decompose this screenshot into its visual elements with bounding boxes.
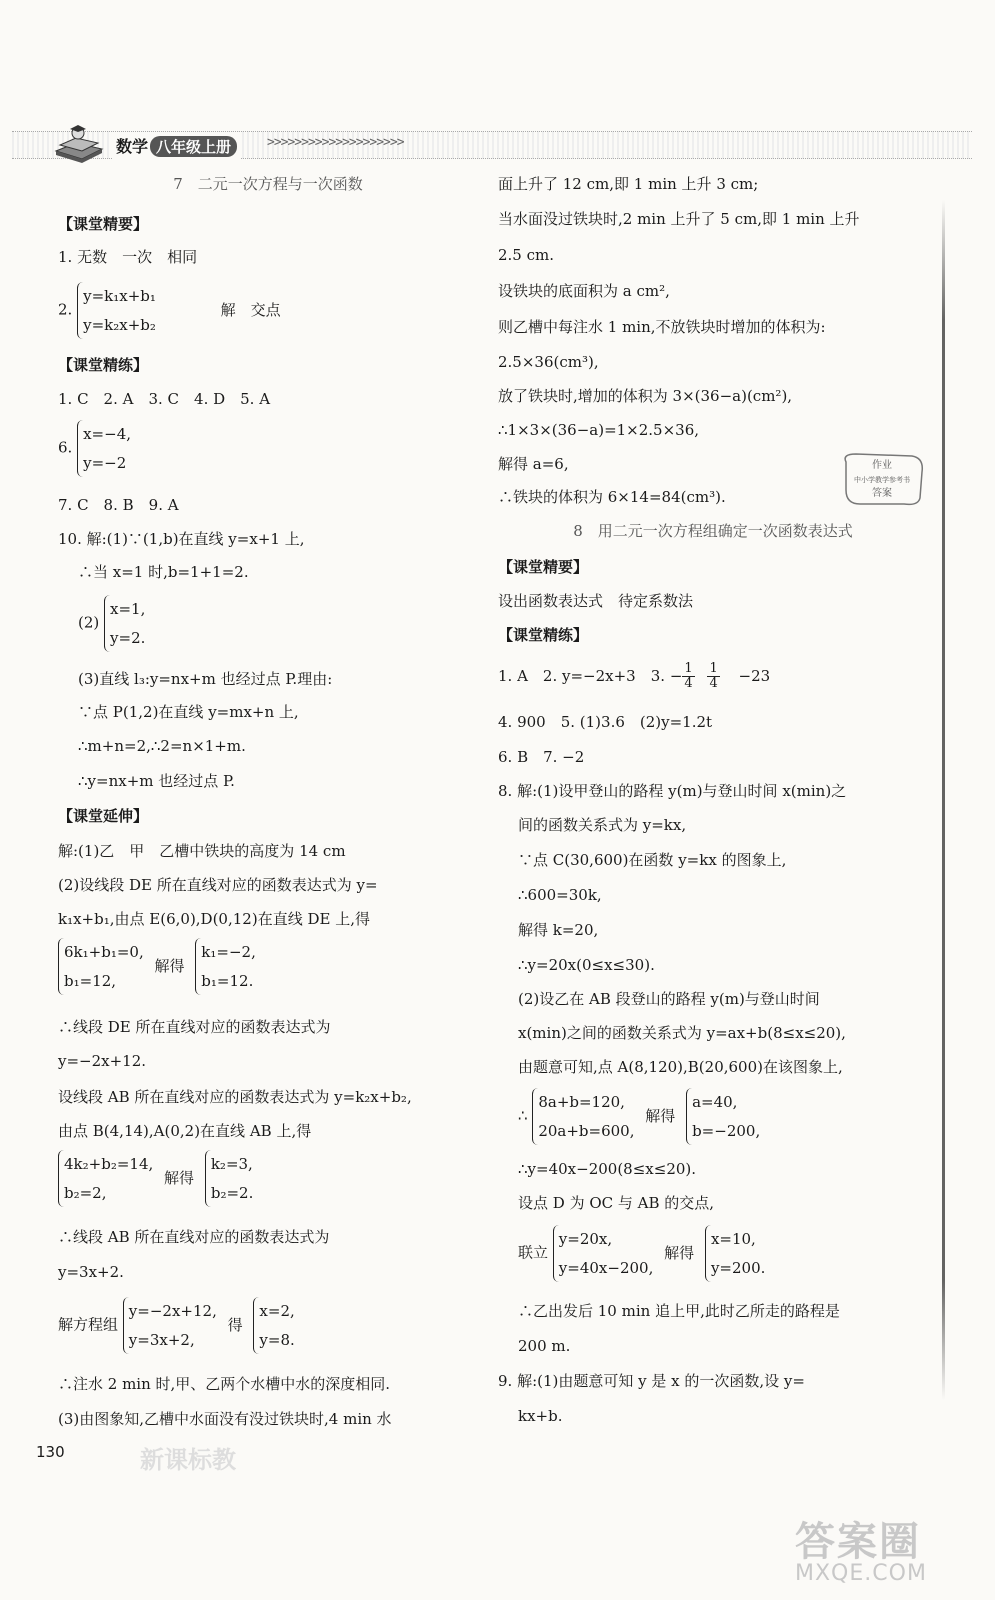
answer-text: 联立 [518, 1243, 549, 1262]
answer-line: 1. 无数 一次 相同 [58, 248, 198, 266]
equation: y=2. [110, 628, 146, 647]
equation-system [553, 1225, 654, 1282]
answer-line: 6. B 7. −2 [498, 748, 585, 766]
answer-line: 7. C 8. B 9. A [58, 496, 179, 514]
answer-line: ∴线段 AB 所在直线对应的函数表达式为 [58, 1228, 330, 1246]
fraction: $\frac{1}{4}$ [709, 661, 718, 692]
answer-line: 放了铁块时,增加的体积为 3×(36−a)(cm²), [498, 387, 793, 405]
answer-line: ∴铁块的体积为 6×14=84(cm³). [498, 488, 726, 506]
answer-line: 设铁块的底面积为 a cm², [498, 282, 670, 300]
equation: y=20x, [558, 1230, 613, 1248]
watermark-title: 答案圈 [795, 1519, 921, 1565]
equation: x=−4, [83, 425, 132, 443]
answer-text: 得 [227, 1315, 243, 1334]
answer-line: 当水面没过铁块时,2 min 上升了 5 cm,即 1 min 上升 [498, 210, 860, 228]
grade-badge: 八年级上册 [150, 136, 237, 157]
answer-line: kx+b. [518, 1407, 563, 1425]
answer-line: 设点 D 为 OC 与 AB 的交点, [518, 1194, 715, 1212]
answer-line: (3)由图象知,乙槽中水面没有没过铁块时,4 min 水 [58, 1410, 392, 1428]
answer-text: 解得 [645, 1106, 676, 1125]
answer-text: 解得 [664, 1243, 695, 1262]
answer-text: 解得 [154, 956, 185, 975]
answer-line: 间的函数关系式为 y=kx, [518, 816, 687, 834]
answer-line: 8. 解:(1)设甲登山的路程 y(m)与登山时间 x(min)之 [498, 782, 847, 800]
answer-line: (3)直线 l₃:y=nx+m 也经过点 P.理由: [78, 670, 333, 688]
equation: 6k₁+b₁=0, [64, 943, 144, 961]
answer-line: 解得 a=6, [498, 455, 569, 473]
equation-system [686, 1088, 760, 1145]
answer-line: ∴1×3×(36−a)=1×2.5×36, [498, 421, 700, 439]
answer-line: 1. A 2. y=−2x+3 3. − $\frac{1}{4}$ $\frac{1}{4} -23$ [498, 661, 771, 692]
answer-line: 10. 解:(1)∵(1,b)在直线 y=x+1 上, [58, 530, 305, 548]
equation-system [77, 282, 156, 339]
answer-text: −23 [738, 666, 771, 685]
equation: k₂=3, [210, 1155, 253, 1173]
equation: y=3x+2, [128, 1330, 195, 1349]
section-heading: 【课堂精要】 [498, 558, 589, 576]
answer-line: 设线段 AB 所在直线对应的函数表达式为 y=k₂x+b₂, [58, 1088, 412, 1106]
answer-line: x(min)之间的函数关系式为 y=ax+b(8≤x≤20), [518, 1024, 846, 1042]
answer-line: ∴m+n=2,∴2=n×1+m. [78, 737, 246, 755]
answer-line: ∴乙出发后 10 min 追上甲,此时乙所走的路程是 [518, 1302, 840, 1320]
equation: y=200. [710, 1258, 766, 1277]
page-edge-line [942, 200, 945, 1400]
answer-line: ∴y=20x(0≤x≤30). [518, 956, 655, 974]
answer-line: 1. C 2. A 3. C 4. D 5. A [58, 390, 271, 408]
answer-line: k₁x+b₁,由点 E(6,0),D(0,12)在直线 DE 上,得 [58, 910, 370, 928]
section-title: 8 用二元一次方程组确定一次函数表达式 [573, 522, 853, 540]
answer-line: ∴注水 2 min 时,甲、乙两个水槽中水的深度相同. [58, 1375, 391, 1393]
section-heading: 【课堂精要】 [58, 215, 149, 233]
svg-text:作业: 作业 [872, 460, 892, 471]
faint-footer-text: 新课标教 [140, 1446, 236, 1474]
equation: a=40, [692, 1093, 738, 1111]
answer-line: ∴线段 DE 所在直线对应的函数表达式为 [58, 1018, 331, 1036]
equation: k₁=−2, [201, 943, 256, 961]
answer-text: ∴ [518, 1106, 528, 1125]
section-heading: 【课堂精练】 [498, 626, 589, 644]
page-header [12, 125, 972, 163]
answer-line: ∴y=nx+m 也经过点 P. [78, 772, 235, 790]
answer-line: (2)设乙在 AB 段登山的路程 y(m)与登山时间 [518, 990, 820, 1008]
equation-system [104, 595, 145, 652]
answer-line [58, 1297, 295, 1354]
answer-text: 解 交点 [220, 300, 281, 319]
equation: y=−2 [83, 453, 127, 472]
equation: 8a+b=120, [538, 1093, 625, 1111]
header-arrows: >>>>>>>>>>>>>>>>>>>> [267, 135, 404, 150]
answer-line: ∴600=30k, [518, 886, 602, 904]
equation-system [58, 1150, 153, 1207]
section-heading: 【课堂延伸】 [58, 807, 149, 825]
equation: y=8. [259, 1330, 295, 1349]
answer-line: 面上升了 12 cm,即 1 min 上升 3 cm; [498, 175, 759, 193]
equation: b₁=12, [64, 971, 117, 990]
header-title [112, 132, 241, 159]
equation: b=−200, [692, 1121, 761, 1140]
equation: y=k₁x+b₁ [83, 287, 156, 305]
answer-text: 1. A 2. y=−2x+3 3. [498, 666, 666, 685]
answer-line: 2.5 cm. [498, 246, 555, 264]
answer-line: 由点 B(4,14),A(0,2)在直线 AB 上,得 [58, 1122, 312, 1140]
equation-system [77, 420, 131, 477]
equation: 20a+b=600, [538, 1121, 635, 1140]
answer-text: 解方程组 [58, 1315, 119, 1334]
section-title: 7 二元一次方程与一次函数 [173, 175, 363, 193]
equation: 4k₂+b₂=14, [64, 1155, 154, 1173]
answer-text: 解得 [164, 1168, 195, 1187]
equation-system [532, 1088, 634, 1145]
svg-text:中小学教学参考书: 中小学教学参考书 [854, 476, 910, 484]
equation-system [205, 1150, 254, 1207]
answer-line: 解:(1)乙 甲 乙槽中铁块的高度为 14 cm [58, 842, 346, 860]
answer-line [58, 1150, 253, 1207]
equation: x=2, [259, 1302, 295, 1320]
answer-line: 解得 k=20, [518, 921, 599, 939]
equation: b₂=2. [210, 1183, 254, 1202]
page-number: 130 [36, 1443, 65, 1461]
equation-system [195, 938, 256, 995]
answer-line: 200 m. [518, 1337, 571, 1355]
answer-line: y=−2x+12. [58, 1052, 147, 1070]
answer-line: 4. 900 5. (1)3.6 (2)y=1.2t [498, 713, 713, 731]
answer-line: 9. 解:(1)由题意可知 y 是 x 的一次函数,设 y= [498, 1372, 805, 1390]
fraction: $\frac{1}{4}$ [684, 661, 693, 692]
section-heading: 【课堂精练】 [58, 356, 149, 374]
equation: b₂=2, [64, 1183, 107, 1202]
equation: y=40x−200, [558, 1258, 654, 1277]
equation-system [58, 938, 144, 995]
book-stack-icon [52, 125, 104, 163]
answer-line: (2) x=1, y=2. [58, 595, 145, 652]
answer-stamp-icon [838, 450, 926, 508]
answer-line: 则乙槽中每注水 1 min,不放铁块时增加的体积为: [498, 318, 826, 336]
answer-line [498, 1225, 765, 1282]
equation: x=10, [710, 1230, 756, 1248]
answer-line: ∴y=40x−200(8≤x≤20). [518, 1160, 697, 1178]
equation-system [253, 1297, 294, 1354]
equation-system [705, 1225, 765, 1282]
answer-line [58, 938, 256, 995]
answer-line [498, 1088, 760, 1145]
answer-line: ∵点 P(1,2)在直线 y=mx+n 上, [78, 703, 299, 721]
svg-text:答案: 答案 [872, 488, 892, 499]
equation: b₁=12. [201, 971, 254, 990]
watermark-url: MXQE.COM [795, 1561, 927, 1586]
answer-line: 6. x=−4, y=−2 [58, 420, 131, 477]
answer-line: 2. y=k₁x+b₁ y=k₂x+b₂ 解 交点 [58, 282, 281, 339]
watermark [795, 1510, 927, 1586]
equation: y=k₂x+b₂ [83, 315, 156, 334]
answer-line: ∵点 C(30,600)在函数 y=kx 的图象上, [518, 851, 787, 869]
equation: x=1, [110, 600, 146, 618]
answer-line: 由题意可知,点 A(8,120),B(20,600)在该图象上, [518, 1058, 843, 1076]
equation-system [123, 1297, 217, 1354]
answer-line: 设出函数表达式 待定系数法 [498, 592, 694, 610]
answer-line: ∴当 x=1 时,b=1+1=2. [78, 563, 249, 581]
equation: y=−2x+12, [128, 1302, 217, 1320]
answer-line: 2.5×36(cm³), [498, 353, 599, 371]
answer-line: (2)设线段 DE 所在直线对应的函数表达式为 y= [58, 876, 378, 894]
answer-line: y=3x+2. [58, 1263, 124, 1281]
subject-label: 数学 [116, 137, 149, 156]
